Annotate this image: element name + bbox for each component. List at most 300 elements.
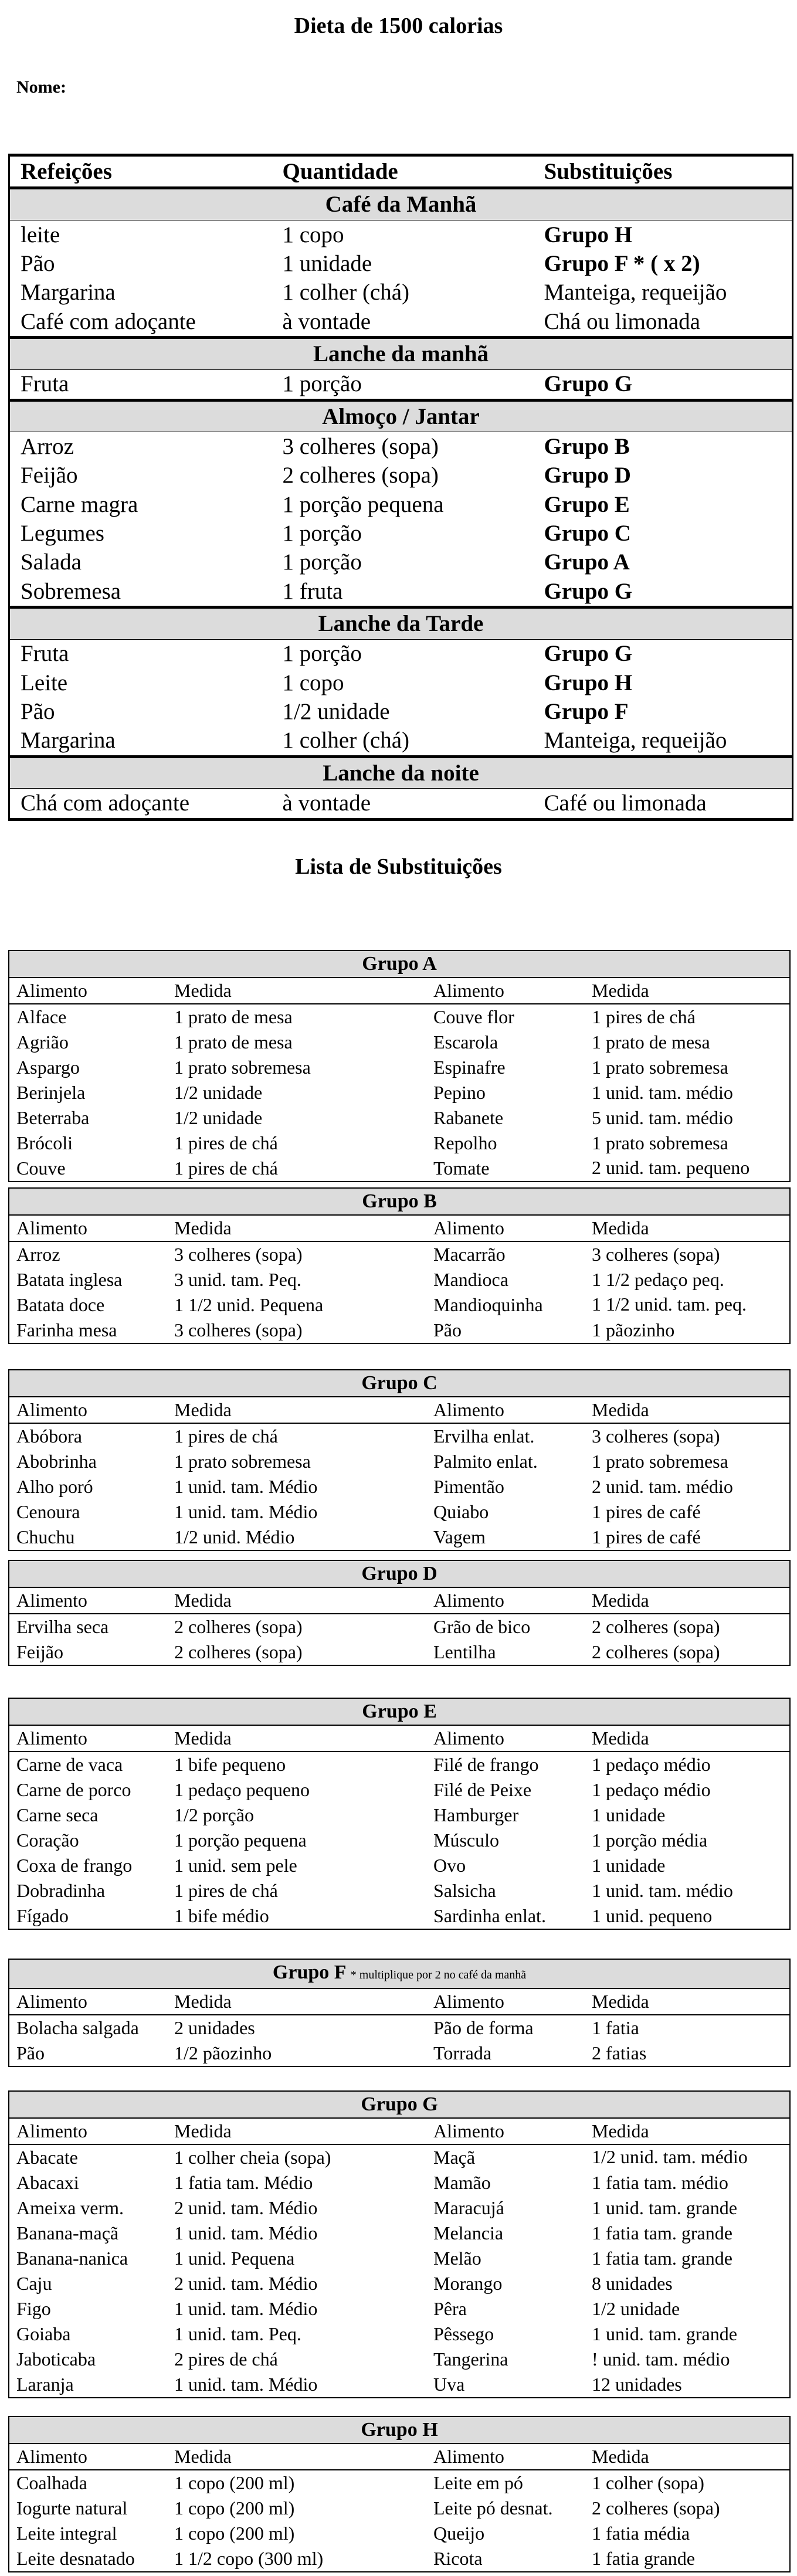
medida-header: Medida [167,1587,426,1614]
food-measure: 1 pires de chá [174,1132,278,1153]
food-name: Feijão [16,1641,63,1662]
food-name: Pêssego [433,2323,494,2344]
meal-quantity: 1 copo [282,670,344,695]
group-title-cell [9,1698,790,1725]
food-measure: 1 pedaço pequeno [174,1779,310,1800]
group-row [9,2546,790,2572]
food-measure: 2 unid. tam. Médio [174,2273,318,2294]
meal-substitution: Grupo G [544,371,633,397]
group-title-cell [9,951,790,978]
group-row [9,1752,790,1777]
medida-header: Medida [585,1587,790,1614]
meal-section-title: Lanche da manhã [9,338,793,369]
group-row [9,2296,790,2322]
meal-substitution: Grupo H [544,670,633,695]
food-name: Rabanete [433,1107,504,1128]
food-measure: 2 colheres (sopa) [174,1641,303,1662]
food-name: Brócoli [16,1132,73,1153]
group-column-header [9,1725,790,1752]
meal-item: Feijão [21,463,78,488]
food-name: Coalhada [16,2472,87,2493]
group-row [9,1474,790,1499]
meal-item: Pão [21,250,55,276]
food-name: Pimentão [433,1476,504,1497]
food-measure: 2 unidades [174,2017,255,2038]
group-row [9,2195,790,2221]
group-table-grupo-e [8,1698,791,1930]
group-row [9,1499,790,1525]
group-row [9,2271,790,2296]
food-name: Ameixa verm. [16,2197,124,2218]
alimento-header: Alimento [9,1988,167,2015]
food-measure: 1 pires de café [592,1526,701,1547]
food-name: Figo [16,2298,51,2319]
food-measure: 1 prato sobremesa [592,1057,728,1078]
meal-substitution: Café ou limonada [534,789,793,820]
food-measure: 1 porção média [592,1830,708,1851]
food-measure: 1 unid. tam. Médio [174,1476,318,1497]
food-name: Alface [16,1006,67,1027]
group-column-header [9,1215,790,1241]
meal-quantity: 1 porção [282,549,362,575]
food-name: Ricota [433,2548,483,2569]
food-measure: 1 pedaço médio [592,1779,711,1800]
food-measure: 1 unid. tam. Médio [174,2298,318,2319]
food-name: Pão de forma [433,2017,534,2038]
food-measure: 1 fatia grande [592,2548,695,2569]
group-table-grupo-d [8,1560,791,1666]
group-note: * multiplique por 2 no café da manhã [350,1969,527,1981]
group-row [9,1156,790,1182]
food-measure: 1/2 porção [174,1804,254,1825]
food-name: Lentilha [433,1641,496,1662]
group-row [9,1828,790,1853]
alimento-header: Alimento [426,1587,585,1614]
meal-substitution: Manteiga, requeijão [544,280,727,306]
food-name: Sardinha enlat. [433,1905,546,1926]
group-title: Grupo E [362,1701,437,1722]
alimento-header: Alimento [426,1397,585,1423]
food-name: Alho poró [16,1476,93,1497]
group-row [9,1803,790,1828]
food-measure: 1/2 unid. Médio [174,1526,295,1547]
food-name: Pepino [433,1082,486,1103]
food-measure: 1 pãozinho [592,1319,675,1340]
food-name: Beterraba [16,1107,90,1128]
meal-row [9,668,793,697]
food-measure: 1 unid. sem pele [174,1855,297,1876]
meal-quantity: 2 colheres (sopa) [282,463,439,488]
meal-quantity: 1 porção [282,641,362,667]
food-measure: 1/2 unidade [174,1107,263,1128]
food-name: Batata doce [16,1294,105,1315]
meal-row [9,220,793,249]
food-measure: 1 porção pequena [174,1830,307,1851]
medida-header: Medida [167,1988,426,2015]
food-measure: 2 fatias [592,2042,647,2063]
food-name: Agrião [16,1031,69,1053]
meal-row [9,639,793,668]
food-name: Banana-maçã [16,2222,119,2244]
meal-substitution: Grupo G [544,641,633,667]
meal-item: Salada [21,549,82,575]
meal-quantity: 1 porção [282,371,362,397]
meal-substitution: Grupo A [544,549,630,575]
food-name: Laranja [16,2374,74,2395]
group-row [9,1267,790,1292]
food-measure: 1 unid. tam. Médio [174,1501,318,1522]
group-header [9,1370,790,1397]
food-measure: 1 unid. tam. Médio [174,2374,318,2395]
group-row [9,2246,790,2271]
food-name: Berinjela [16,1082,86,1103]
alimento-header: Alimento [426,1215,585,1241]
food-measure: 3 colheres (sopa) [592,1426,720,1447]
meal-quantity: 1/2 unidade [282,698,390,724]
alimento-header: Alimento [9,1215,167,1241]
group-header [9,951,790,978]
food-measure: 1 copo (200 ml) [174,2497,295,2519]
food-name: Ervilha seca [16,1616,109,1637]
food-name: Maçã [433,2147,476,2168]
food-measure: 1 unid. Pequena [174,2248,295,2269]
food-measure: 1 bife médio [174,1905,269,1926]
food-name: Queijo [433,2523,485,2544]
group-row [9,1614,790,1640]
food-name: Banana-nanica [16,2248,128,2269]
food-measure: 3 colheres (sopa) [174,1319,303,1340]
food-measure: 1 pires de chá [592,1006,696,1027]
food-measure: 1 prato sobremesa [592,1451,728,1472]
food-name: Músculo [433,1830,499,1851]
group-row [9,2496,790,2521]
food-name: Melão [433,2248,481,2269]
meal-item: Carne magra [21,491,138,517]
food-name: Tomate [433,1158,490,1179]
food-measure: 1 prato de mesa [174,1006,293,1027]
meal-substitution: Grupo F * ( x 2) [544,250,700,276]
medida-header: Medida [167,1397,426,1423]
group-row [9,1903,790,1929]
meal-quantity: 1 porção pequena [282,491,444,517]
food-name: Coração [16,1830,79,1851]
meal-table-header [9,155,793,188]
food-name: Morango [433,2273,503,2294]
meal-row [9,727,793,757]
meal-row [9,519,793,548]
meal-item: Fruta [21,371,69,397]
medida-header: Medida [585,2118,790,2144]
group-column-header [9,1397,790,1423]
food-measure: 1 fatia tam. Médio [174,2172,313,2193]
meal-quantity: 1 copo [282,222,344,247]
food-name: Quiabo [433,1501,489,1522]
group-row [9,2221,790,2246]
food-name: Melancia [433,2222,504,2244]
meal-row [9,577,793,607]
meal-substitution: Grupo E [544,491,630,517]
group-title-cell [9,2091,790,2118]
food-name: Goiaba [16,2323,71,2344]
food-name: Filé de Peixe [433,1779,532,1800]
meal-item: Margarina [21,728,116,754]
group-column-header [9,2443,790,2470]
group-table-grupo-h [8,2416,791,2572]
food-measure: 1/2 unid. tam. médio [592,2146,748,2167]
meal-quantity: 1 colher (chá) [282,728,410,754]
food-name: Jaboticaba [16,2348,96,2370]
food-name: Batata inglesa [16,1269,123,1290]
food-measure: 1 unid. tam. médio [592,1880,733,1901]
name-label: Nome: [16,77,66,97]
food-name: Aspargo [16,1057,80,1078]
group-title: Grupo A [362,953,437,975]
meal-row [9,369,793,400]
group-row [9,1318,790,1343]
group-column-header [9,2118,790,2144]
food-measure: 1 1/2 pedaço peq. [592,1269,724,1290]
food-measure: 1 pedaço médio [592,1754,711,1775]
meal-quantity: 1 unidade [282,250,372,276]
food-name: Couve flor [433,1006,514,1027]
group-column-header [9,1587,790,1614]
food-measure: 1 copo (200 ml) [174,2472,295,2493]
food-measure: 1 pires de café [592,1501,701,1522]
food-name: Caju [16,2273,52,2294]
group-row [9,1004,790,1030]
food-measure: 1 unid. pequeno [592,1905,713,1926]
meal-substitution: Chá ou limonada [544,308,700,334]
meal-row [9,548,793,577]
meal-quantity: 1 porção [282,520,362,546]
meal-section-header [9,757,793,789]
food-name: Escarola [433,1031,498,1053]
group-row [9,1777,790,1803]
food-measure: 1 pires de chá [174,1880,278,1901]
food-measure: 1/2 unidade [174,1082,263,1103]
food-name: Couve [16,1158,66,1179]
meal-section-title: Almoço / Jantar [9,401,793,432]
food-measure: 1 unid. tam. médio [592,1082,733,1103]
group-row [9,1131,790,1156]
substitution-list-title: Lista de Substituições [295,854,502,879]
meal-item: Arroz [21,434,74,460]
meal-row [9,432,793,461]
group-title-cell [9,1959,790,1988]
food-name: Pão [433,1319,462,1340]
food-name: Pêra [433,2298,467,2319]
group-row [9,1055,790,1080]
meal-section-header [9,607,793,639]
food-measure: 2 colheres (sopa) [592,2497,720,2519]
group-header [9,1560,790,1587]
food-name: Uva [433,2374,465,2395]
meal-quantity: 3 colheres (sopa) [282,434,439,460]
food-name: Torrada [433,2042,492,2063]
group-row [9,1030,790,1055]
group-row [9,2144,790,2170]
meal-substitution: Grupo C [544,520,631,546]
group-title: Grupo H [361,2419,438,2441]
group-title-cell [9,1370,790,1397]
food-measure: 1 bife pequeno [174,1754,286,1775]
medida-header: Medida [167,2443,426,2470]
group-row [9,1878,790,1903]
food-name: Filé de frango [433,1754,539,1775]
quantidade-header: Quantidade [272,155,534,188]
food-name: Chuchu [16,1526,75,1547]
meal-item: leite [21,222,60,247]
group-row [9,1241,790,1267]
meal-section-header [9,188,793,220]
food-measure: 1 prato de mesa [592,1031,710,1053]
group-title: Grupo D [361,1563,437,1584]
group-table-grupo-g [8,2090,791,2398]
food-measure: 1 fatia tam. grande [592,2248,732,2269]
food-measure: 1 unid. tam. Médio [174,2222,318,2244]
group-column-header [9,1988,790,2015]
food-name: Espinafre [433,1057,506,1078]
group-row [9,1423,790,1449]
alimento-header: Alimento [9,1725,167,1752]
group-header [9,1959,790,1988]
food-measure: 1 unid. tam. grande [592,2197,737,2218]
food-name: Leite em pó [433,2472,523,2493]
group-title: Grupo C [361,1372,437,1394]
alimento-header: Alimento [9,1397,167,1423]
food-name: Cenoura [16,1501,80,1522]
food-measure: ! unid. tam. médio [592,2348,730,2370]
meal-section-header [9,401,793,432]
food-name: Iogurte natural [16,2497,128,2519]
group-row [9,1449,790,1474]
food-measure: 1 colher cheia (sopa) [174,2147,331,2168]
food-name: Vagem [433,1526,486,1547]
food-name: Ovo [433,1855,466,1876]
food-name: Grão de bico [433,1616,531,1637]
food-name: Pão [16,2042,45,2063]
group-row [9,2347,790,2372]
food-measure: 1 prato sobremesa [592,1132,728,1153]
food-measure: 1 1/2 unid. Pequena [174,1294,324,1315]
medida-header: Medida [585,978,790,1004]
meal-substitution: Grupo D [544,463,631,488]
food-name: Carne seca [16,1804,99,1825]
food-name: Maracujá [433,2197,504,2218]
food-name: Carne de vaca [16,1754,123,1775]
food-measure: 1 copo (200 ml) [174,2523,295,2544]
group-title-cell [9,1188,790,1215]
group-row [9,2041,790,2066]
food-measure: 1 unidade [592,1855,666,1876]
food-measure: 1 prato de mesa [174,1031,293,1053]
meal-substitution: Grupo F [544,698,629,724]
group-row [9,1292,790,1318]
food-measure: 1 unidade [592,1804,666,1825]
group-row [9,2372,790,2398]
group-header [9,2417,790,2443]
group-table-grupo-b [8,1187,791,1344]
food-name: Abacaxi [16,2172,79,2193]
meal-item: Leite [21,670,68,695]
alimento-header: Alimento [426,978,585,1004]
food-measure: 12 unidades [592,2374,682,2395]
group-row [9,2170,790,2195]
medida-header: Medida [167,1215,426,1241]
food-measure: 1 prato sobremesa [174,1057,311,1078]
food-name: Abacate [16,2147,78,2168]
group-row [9,2470,790,2496]
meal-section-title: Café da Manhã [9,188,793,220]
food-measure: 5 unid. tam. médio [592,1107,733,1128]
medida-header: Medida [585,1397,790,1423]
group-column-header [9,978,790,1004]
food-name: Fígado [16,1905,69,1926]
meal-row [9,697,793,726]
food-measure: 2 unid. tam. pequeno [592,1157,750,1178]
meal-substitution: Grupo H [544,222,633,247]
food-measure: 1 unid. tam. Peq. [174,2323,301,2344]
meal-item: Legumes [21,520,104,546]
meal-item: Chá com adoçante [9,789,272,820]
food-measure: 1 prato sobremesa [174,1451,311,1472]
food-name: Dobradinha [16,1880,106,1901]
alimento-header: Alimento [9,978,167,1004]
group-table-grupo-a [8,950,791,1182]
group-table-grupo-f [8,1959,791,2067]
food-measure: 1 1/2 unid. tam. peq. [592,1294,747,1315]
group-row [9,1105,790,1131]
food-name: Bolacha salgada [16,2017,139,2038]
group-header [9,1698,790,1725]
food-measure: 1/2 pãozinho [174,2042,272,2063]
food-name: Leite integral [16,2523,117,2544]
meal-quantity: à vontade [272,789,534,820]
meal-section-header [9,338,793,369]
meal-item: Margarina [21,280,116,306]
group-row [9,1640,790,1665]
medida-header: Medida [585,2443,790,2470]
group-row [9,1853,790,1878]
group-header [9,2091,790,2118]
food-name: Leite pó desnat. [433,2497,553,2519]
food-measure: 2 colheres (sopa) [592,1616,720,1637]
group-table-grupo-c [8,1369,791,1551]
food-name: Leite desnatado [16,2548,135,2569]
group-title-cell [9,2417,790,2443]
food-measure: 1 pires de chá [174,1158,278,1179]
food-measure: 1 fatia [592,2017,639,2038]
meal-row [9,307,793,338]
food-name: Mamão [433,2172,491,2193]
alimento-header: Alimento [426,2118,585,2144]
group-row [9,1080,790,1105]
refeicoes-header: Refeições [9,155,272,188]
food-measure: 1 colher (sopa) [592,2472,704,2493]
food-name: Ervilha enlat. [433,1426,535,1447]
meal-row [9,490,793,519]
food-name: Repolho [433,1132,497,1153]
food-measure: 1 fatia média [592,2523,690,2544]
group-header [9,1188,790,1215]
food-name: Mandioquinha [433,1294,543,1315]
food-name: Coxa de frango [16,1855,133,1876]
meal-item: Sobremesa [21,578,121,604]
food-measure: 1 fatia tam. médio [592,2172,728,2193]
food-measure: 1 pires de chá [174,1426,278,1447]
food-name: Carne de porco [16,1779,131,1800]
food-measure: 8 unidades [592,2273,673,2294]
